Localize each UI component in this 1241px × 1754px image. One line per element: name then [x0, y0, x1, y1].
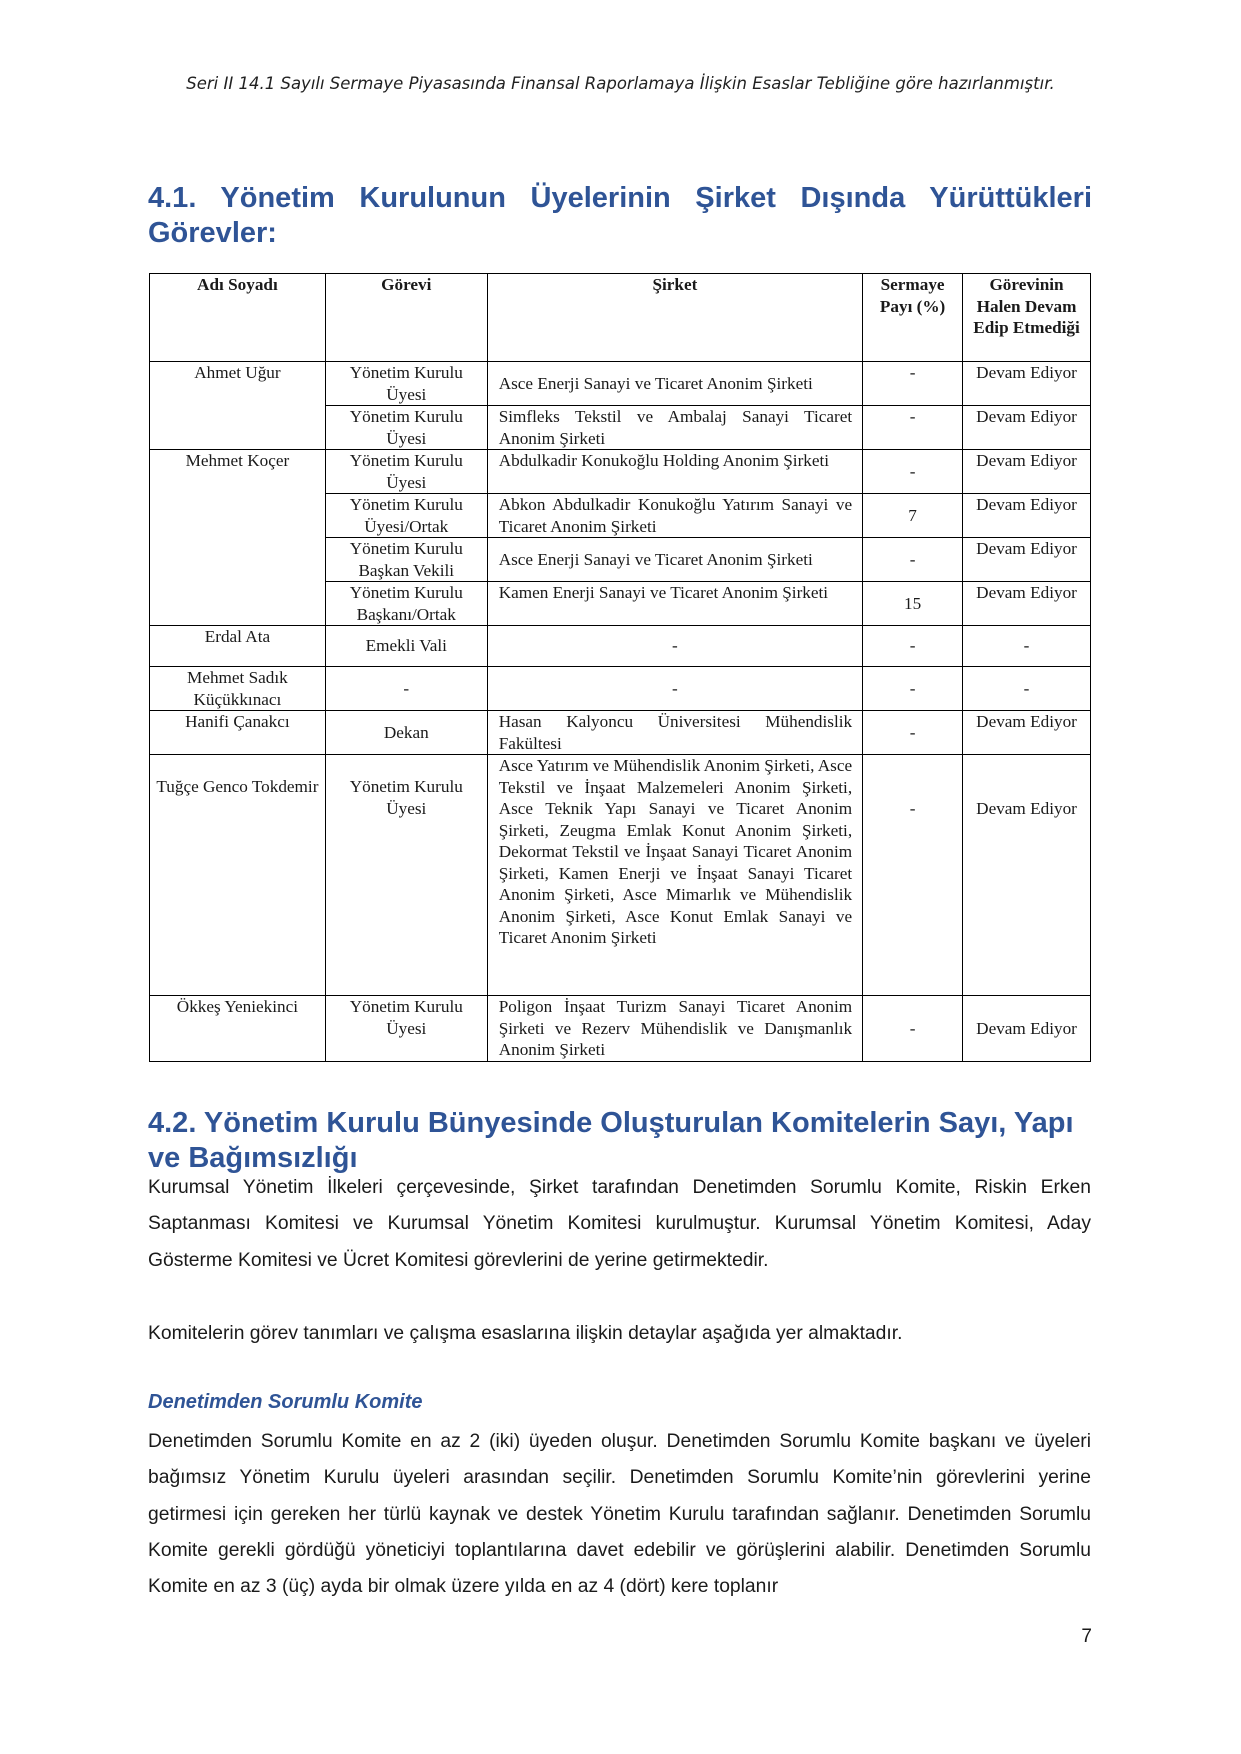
status-cell: Devam Ediyor [963, 755, 1091, 996]
member-name: Ökkeş Yeniekinci [150, 996, 326, 1062]
role-cell: Yönetim Kurulu Başkan Vekili [325, 538, 487, 582]
column-header: Görevinin Halen Devam Edip Etmediği [963, 274, 1091, 362]
status-cell: - [963, 667, 1091, 711]
company-cell: Asce Enerji Sanayi ve Ticaret Anonim Şirketi [487, 362, 862, 406]
table-row [150, 755, 1091, 996]
role-cell: Yönetim Kurulu Üyesi [325, 755, 487, 996]
company-cell: Poligon İnşaat Turizm Sanayi Ticaret Anonim Şirketi ve Rezerv Mühendislik ve Danışmanlık Anonim Şirketi [487, 996, 862, 1062]
share-cell: 7 [863, 494, 963, 538]
status-cell: Devam Ediyor [963, 494, 1091, 538]
share-cell: - [863, 755, 963, 996]
share-cell: - [863, 626, 963, 667]
column-header: Şirket [487, 274, 862, 362]
paragraph-details: Komitelerin görev tanımları ve çalışma esaslarına ilişkin detaylar aşağıda yer almaktadır. [148, 1323, 903, 1344]
company-cell: Asce Enerji Sanayi ve Ticaret Anonim Şirketi [487, 538, 862, 582]
role-cell: - [325, 667, 487, 711]
member-name: Mehmet Koçer [150, 450, 326, 626]
role-cell: Yönetim Kurulu Üyesi [325, 996, 487, 1062]
company-cell: Hasan Kalyoncu Üniversitesi Mühendislik Fakültesi [487, 711, 862, 755]
member-name: Tuğçe Genco Tokdemir [150, 755, 326, 996]
share-cell: - [863, 406, 963, 450]
table-row [150, 996, 1091, 1062]
role-cell: Yönetim Kurulu Üyesi/Ortak [325, 494, 487, 538]
share-cell: - [863, 538, 963, 582]
company-cell: - [487, 667, 862, 711]
member-name: Erdal Ata [150, 626, 326, 667]
company-cell: Asce Yatırım ve Mühendislik Anonim Şirketi, Asce Tekstil ve İnşaat Malzemeleri Anonim Şirketi, Asce Teknik Yapı Sanayi ve Ticaret Anonim Şirketi, Zeugma Emlak Konut Anonim Şirketi, Dekormat Tekstil ve İnşaat Sanayi Ticaret Anonim Şirketi, Kamen Enerji ve İnşaat Sanayi Ticaret Anonim Şirketi, Asce Mimarlık ve Mühendislik Anonim Şirketi, Asce Konut Emlak Sanayi ve Ticaret Anonim Şirketi [487, 755, 862, 996]
page-number: 7 [1081, 1626, 1092, 1647]
status-cell: Devam Ediyor [963, 582, 1091, 626]
role-cell: Yönetim Kurulu Üyesi [325, 362, 487, 406]
status-cell: Devam Ediyor [963, 711, 1091, 755]
status-cell: Devam Ediyor [963, 538, 1091, 582]
company-cell: Kamen Enerji Sanayi ve Ticaret Anonim Şirketi [487, 582, 862, 626]
share-cell: - [863, 711, 963, 755]
paragraph-committees: Kurumsal Yönetim İlkeleri çerçevesinde, Şirket tarafından Denetimden Sorumlu Komite, Riskin Erken Saptanması Komitesi ve Kurumsal Yönetim Komitesi kurulmuştur. Kurumsal Yönetim Komitesi, Aday Gösterme Komitesi ve Ücret Komitesi görevlerini de yerine getirmektedir. [148, 1177, 1091, 1271]
table-row [150, 711, 1091, 755]
subheading-audit-committee: Denetimden Sorumlu Komite [148, 1391, 423, 1413]
company-cell: Simfleks Tekstil ve Ambalaj Sanayi Ticaret Anonim Şirketi [487, 406, 862, 450]
share-cell: - [863, 450, 963, 494]
board-duties-table [149, 273, 1091, 1062]
table-row [150, 667, 1091, 711]
company-cell: Abkon Abdulkadir Konukoğlu Yatırım Sanayi ve Ticaret Anonim Şirketi [487, 494, 862, 538]
column-header: Sermaye Payı (%) [863, 274, 963, 362]
paragraph-audit-committee: Denetimden Sorumlu Komite en az 2 (iki) üyeden oluşur. Denetimden Sorumlu Komite başkanı ve üyeleri bağımsız Yönetim Kurulu üyeleri arasından seçilir. Denetimden Sorumlu Komite’nin görevlerini yerine getirmesi için gereken her türlü kaynak ve destek Yönetim Kurulu tarafından sağlanır. Denetimden Sorumlu Komite gerekli gördüğü yöneticiyi toplantılarına davet edebilir ve görüşlerini alabilir. Denetimden Sorumlu Komite en az 3 (üç) ayda bir olmak üzere yılda en az 4 (dört) kere toplanır [148, 1431, 1091, 1598]
page-header: Seri II 14.1 Sayılı Sermaye Piyasasında Finansal Raporlamaya İlişkin Esaslar Tebliğine göre hazırlanmıştır. [186, 74, 1055, 93]
table-row [150, 362, 1091, 406]
status-cell: Devam Ediyor [963, 406, 1091, 450]
status-cell: Devam Ediyor [963, 450, 1091, 494]
table-row [150, 450, 1091, 494]
member-name: Mehmet Sadık Küçükkınacı [150, 667, 326, 711]
column-header: Görevi [325, 274, 487, 362]
role-cell: Dekan [325, 711, 487, 755]
section-42-title: 4.2. Yönetim Kurulu Bünyesinde Oluşturulan Komitelerin Sayı, Yapı ve Bağımsızlığı [148, 1107, 1074, 1174]
status-cell: Devam Ediyor [963, 996, 1091, 1062]
role-cell: Emekli Vali [325, 626, 487, 667]
table-header-row [150, 274, 1091, 362]
role-cell: Yönetim Kurulu Başkanı/Ortak [325, 582, 487, 626]
status-cell: - [963, 626, 1091, 667]
company-cell: - [487, 626, 862, 667]
share-cell: - [863, 996, 963, 1062]
column-header: Adı Soyadı [150, 274, 326, 362]
member-name: Hanifi Çanakcı [150, 711, 326, 755]
table-row [150, 626, 1091, 667]
status-cell: Devam Ediyor [963, 362, 1091, 406]
share-cell: - [863, 362, 963, 406]
company-cell: Abdulkadir Konukoğlu Holding Anonim Şirketi [487, 450, 862, 494]
share-cell: - [863, 667, 963, 711]
section-41-title: 4.1. Yönetim Kurulunun Üyelerinin Şirket Dışında Yürüttükleri Görevler: [148, 182, 1092, 249]
role-cell: Yönetim Kurulu Üyesi [325, 406, 487, 450]
role-cell: Yönetim Kurulu Üyesi [325, 450, 487, 494]
share-cell: 15 [863, 582, 963, 626]
member-name: Ahmet Uğur [150, 362, 326, 450]
